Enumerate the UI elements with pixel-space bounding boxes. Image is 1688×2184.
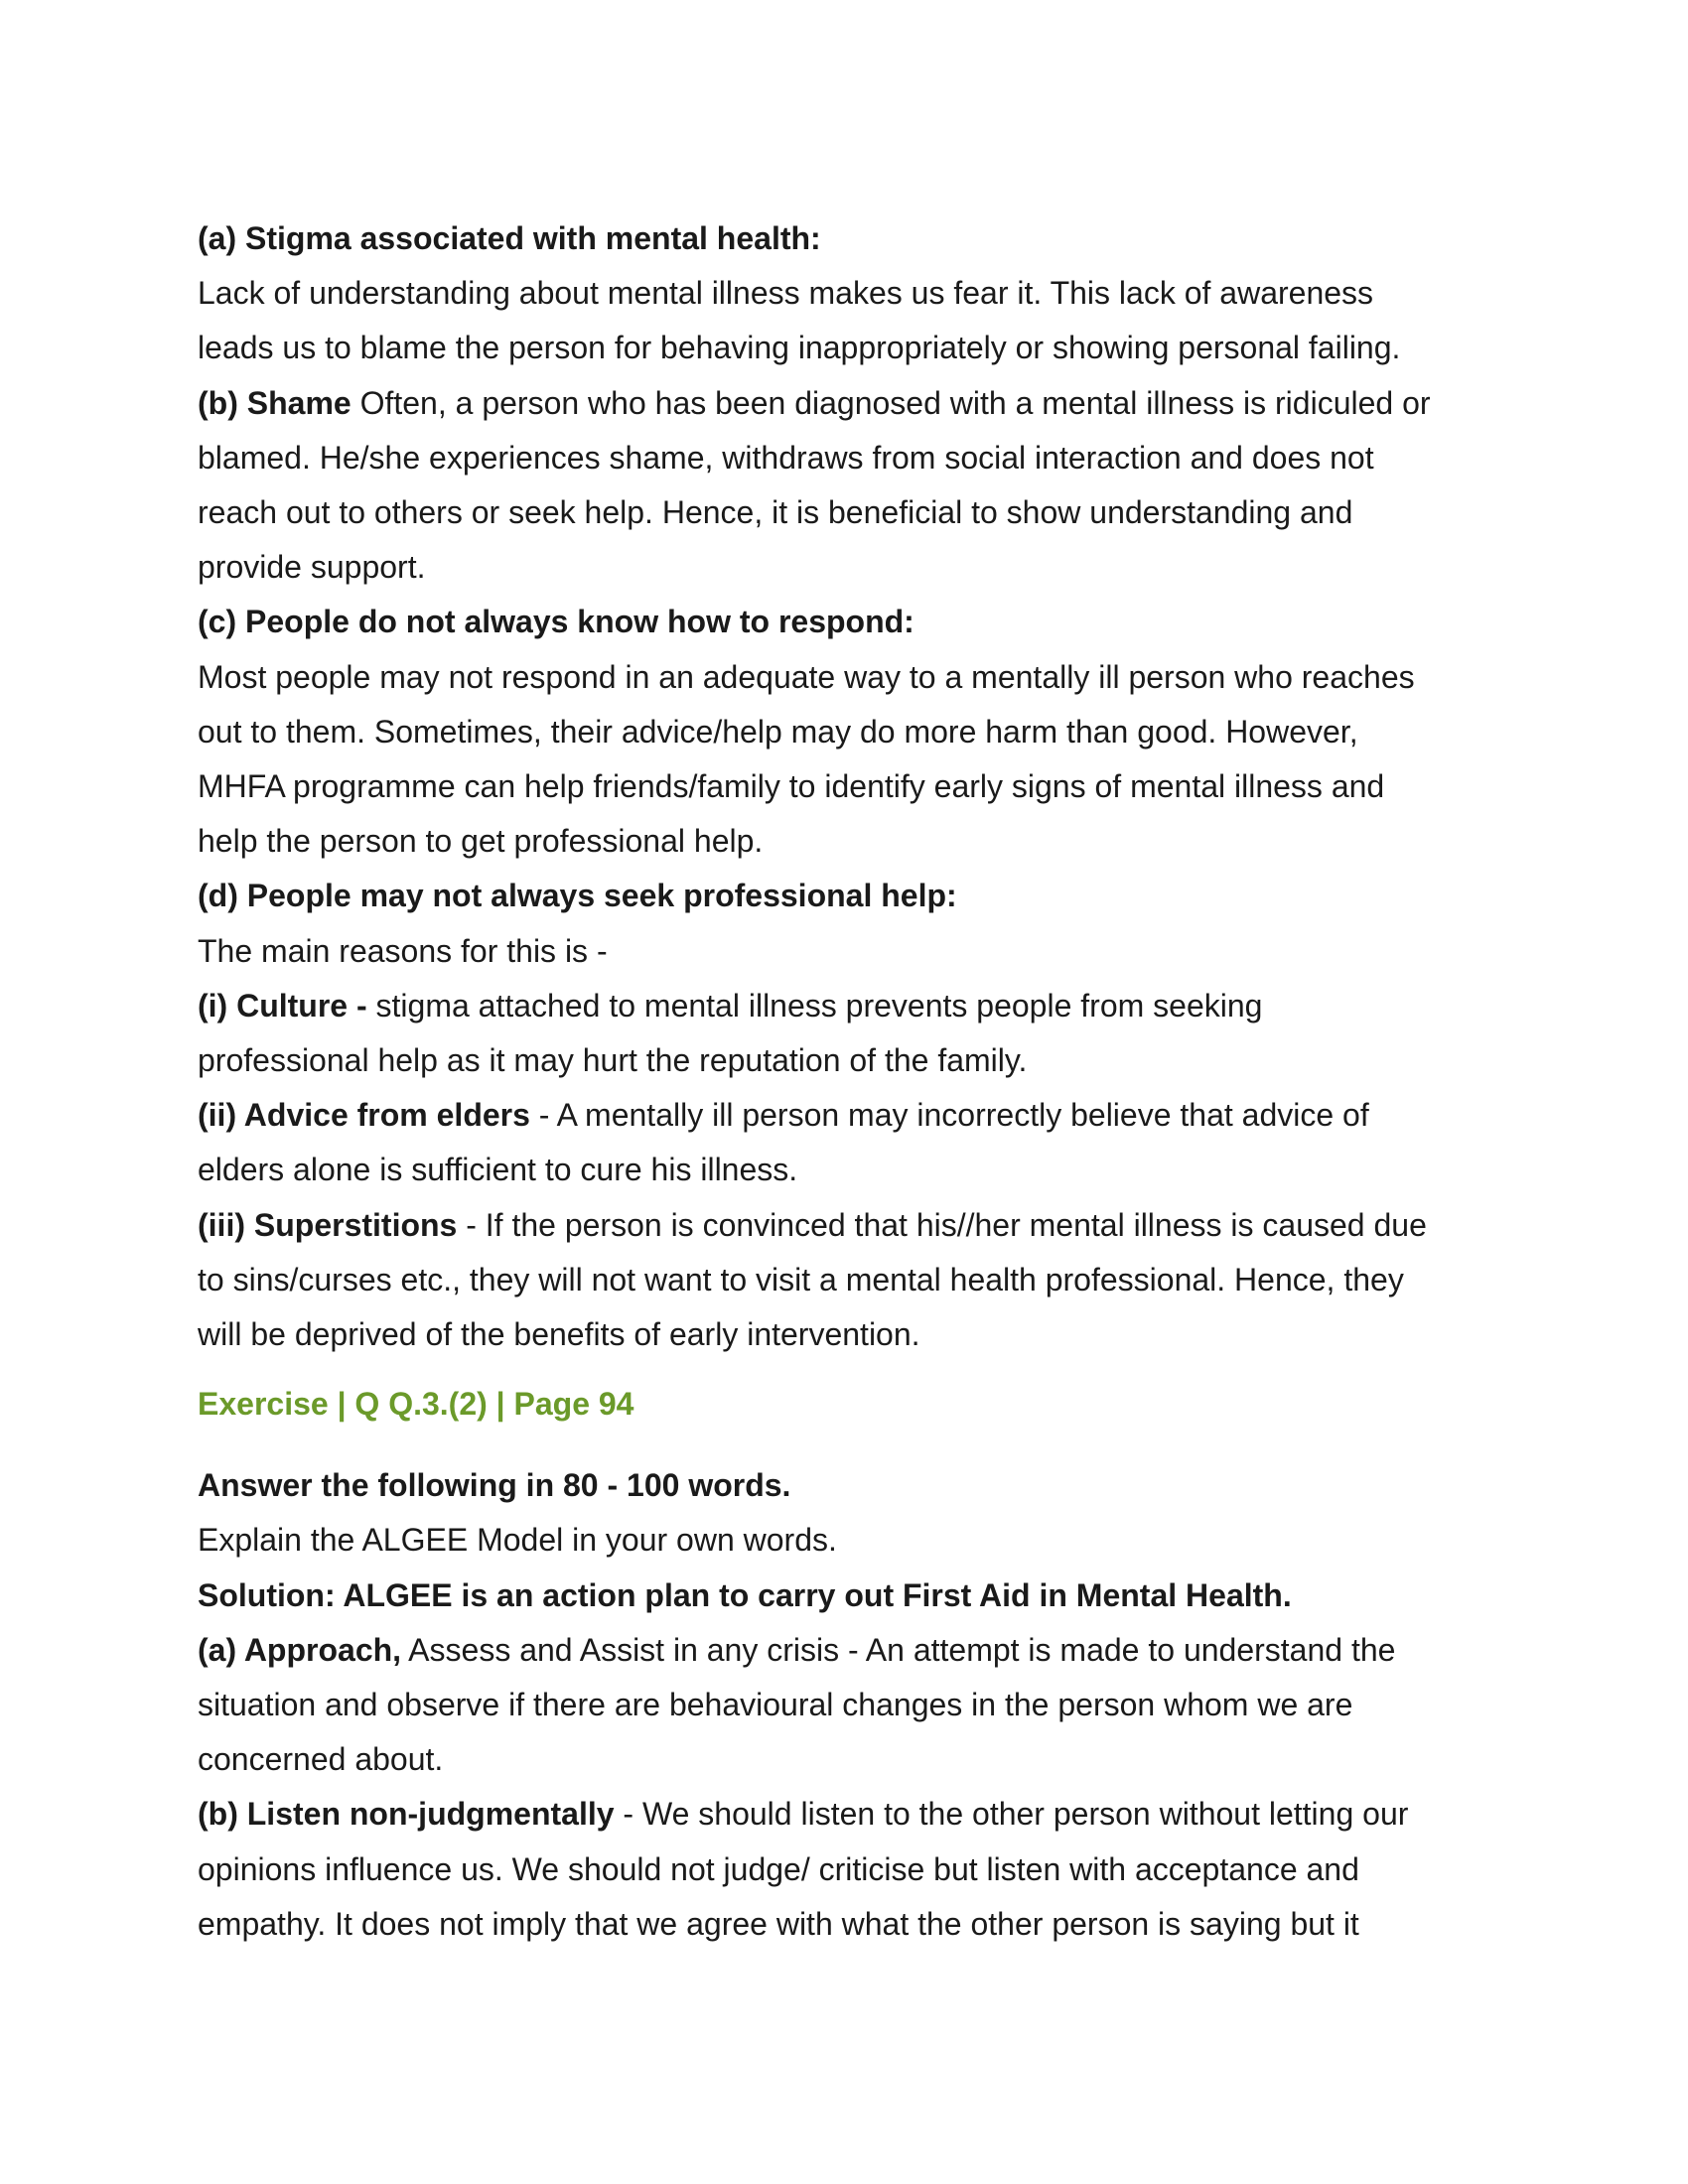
reason-culture-line: professional help as it may hurt the reputation of the family. xyxy=(198,1042,1028,1079)
algee-listen-text: - We should listen to the other person without letting our xyxy=(614,1796,1409,1833)
algee-approach-text: Assess and Assist in any crisis - An attempt is made to understand the xyxy=(401,1631,1396,1668)
reason-elders-label: (ii) Advice from elders xyxy=(198,1097,530,1134)
reason-superstitions-text: - If the person is convinced that his//her mental illness is caused due xyxy=(457,1206,1427,1243)
section-a-line: leads us to blame the person for behaving inappropriately or showing personal failing. xyxy=(198,330,1401,366)
reason-elders-line: elders alone is sufficient to cure his illness. xyxy=(198,1152,798,1188)
section-c-line: out to them. Sometimes, their advice/help may do more harm than good. However, xyxy=(198,713,1358,750)
exercise-solution: Solution: ALGEE is an action plan to carry out First Aid in Mental Health. xyxy=(198,1576,1292,1613)
exercise-question: Explain the ALGEE Model in your own words. xyxy=(198,1522,837,1559)
reason-elders xyxy=(198,1088,1498,1143)
section-d-intro: The main reasons for this is - xyxy=(198,932,608,969)
algee-listen-label: (b) Listen non-judgmentally xyxy=(198,1796,615,1833)
reason-superstitions-label: (iii) Superstitions xyxy=(198,1206,458,1243)
algee-approach-line: situation and observe if there are behavioural changes in the person whom we are xyxy=(198,1687,1353,1723)
reason-superstitions-line: will be deprived of the benefits of early intervention. xyxy=(198,1316,920,1353)
document-page xyxy=(198,211,1498,1952)
algee-approach-label: (a) Approach, xyxy=(198,1631,402,1668)
algee-approach xyxy=(198,1623,1498,1678)
reason-superstitions xyxy=(198,1198,1498,1253)
algee-listen-line: opinions influence us. We should not judge/ criticise but listen with acceptance and xyxy=(198,1850,1359,1887)
section-c-heading: (c) People do not always know how to respond: xyxy=(198,604,914,640)
section-b-label: (b) Shame xyxy=(198,384,352,421)
section-b-line: provide support. xyxy=(198,549,426,586)
section-a-heading: (a) Stigma associated with mental health: xyxy=(198,220,821,256)
reason-superstitions-line: to sins/curses etc., they will not want to visit a mental health professional. Hence, they xyxy=(198,1261,1404,1297)
algee-listen-line: empathy. It does not imply that we agree with what the other person is saying but it xyxy=(198,1905,1359,1942)
exercise-heading: Exercise | Q Q.3.(2) | Page 94 xyxy=(198,1386,634,1423)
reason-elders-text: - A mentally ill person may incorrectly believe that advice of xyxy=(529,1097,1369,1134)
algee-approach-line: concerned about. xyxy=(198,1741,444,1778)
section-d-heading: (d) People may not always seek professional help: xyxy=(198,878,957,914)
section-a-line: Lack of understanding about mental illness makes us fear it. This lack of awareness xyxy=(198,275,1374,312)
section-b-text: Often, a person who has been diagnosed with a mental illness is ridiculed or xyxy=(351,384,1431,421)
section-c-line: Most people may not respond in an adequate way to a mentally ill person who reaches xyxy=(198,658,1415,695)
section-c-line: help the person to get professional help. xyxy=(198,823,764,860)
section-b-line: reach out to others or seek help. Hence, it is beneficial to show understanding and xyxy=(198,494,1353,531)
reason-culture-label: (i) Culture - xyxy=(198,987,367,1024)
section-b-first-line xyxy=(198,376,1498,431)
reason-culture-text: stigma attached to mental illness prevents people from seeking xyxy=(366,987,1263,1024)
section-c-line: MHFA programme can help friends/family to identify early signs of mental illness and xyxy=(198,768,1385,805)
algee-listen xyxy=(198,1787,1498,1842)
section-b-line: blamed. He/she experiences shame, withdraws from social interaction and does not xyxy=(198,439,1374,476)
exercise-instruction: Answer the following in 80 - 100 words. xyxy=(198,1467,791,1504)
reason-culture xyxy=(198,979,1498,1033)
